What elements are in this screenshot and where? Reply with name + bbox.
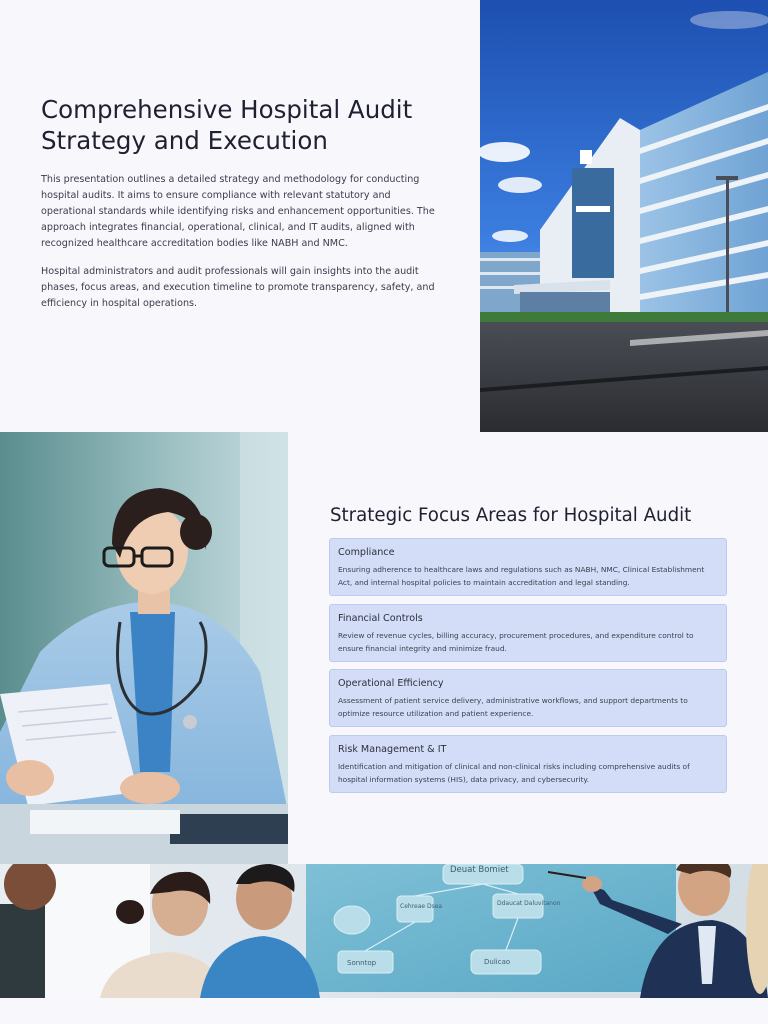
whiteboard-label-1: Deuat Bomiet	[450, 865, 509, 875]
focus-card-description: Assessment of patient service delivery, administrative workflows, and support departments to optimize resource utilization and patient experience.	[338, 696, 688, 718]
intro-slide-text	[0, 0, 480, 432]
focus-section-title: Strategic Focus Areas for Hospital Audit	[330, 505, 692, 526]
focus-card-description: Identification and mitigation of clinical and non-clinical risks including comprehensive audits of hospital information systems (HIS), data privacy, and cybersecurity.	[338, 761, 690, 784]
focus-card-title: Risk Management & IT	[338, 743, 447, 755]
focus-card-title: Compliance	[338, 547, 395, 558]
focus-card-title: Financial Controls	[338, 612, 423, 624]
focus-areas-list	[329, 538, 727, 800]
team-meeting-photo	[0, 864, 768, 998]
focus-card-operational-efficiency	[329, 669, 727, 727]
focus-card-financial-controls	[329, 604, 727, 662]
intro-paragraph-2: Hospital administrators and audit professionals will gain insights into the audit phases, focus areas, and execution timeline to promote transparency, safety, and efficiency in hospital operations.	[41, 266, 435, 309]
focus-card-description: Ensuring adherence to healthcare laws and regulations such as NABH, NMC, Clinical Establishment Act, and internal hospital policies to maintain accreditation and legal standing.	[338, 565, 705, 587]
hospital-building-photo	[480, 0, 768, 432]
intro-title: Comprehensive Hospital Audit Strategy and Execution	[41, 95, 413, 155]
intro-paragraph-1: This presentation outlines a detailed strategy and methodology for conducting hospital audits. It aims to ensure compliance with relevant statutory and operational standards while identifying risks and enhancement opportunities. The approach integrates financial, operational, clinical, and IT audits, aligned with recognized healthcare accreditation bodies like NABH and NMC.	[41, 174, 435, 249]
whiteboard-label-3: Ddaucat Daluvitanon	[497, 900, 561, 907]
focus-card-description: Review of revenue cycles, billing accuracy, procurement procedures, and expenditure control to ensure financial integrity and minimize fraud.	[338, 630, 694, 653]
whiteboard-label-2: Cehreae Dsea	[400, 903, 443, 910]
focus-card-title: Operational Efficiency	[338, 678, 444, 689]
doctor-reading-photo	[0, 432, 288, 864]
whiteboard-label-5: Dulicao	[484, 958, 511, 966]
focus-card-risk-management-it	[329, 735, 727, 793]
whiteboard-label-4: Sonntop	[347, 959, 377, 967]
focus-card-compliance	[329, 538, 727, 596]
